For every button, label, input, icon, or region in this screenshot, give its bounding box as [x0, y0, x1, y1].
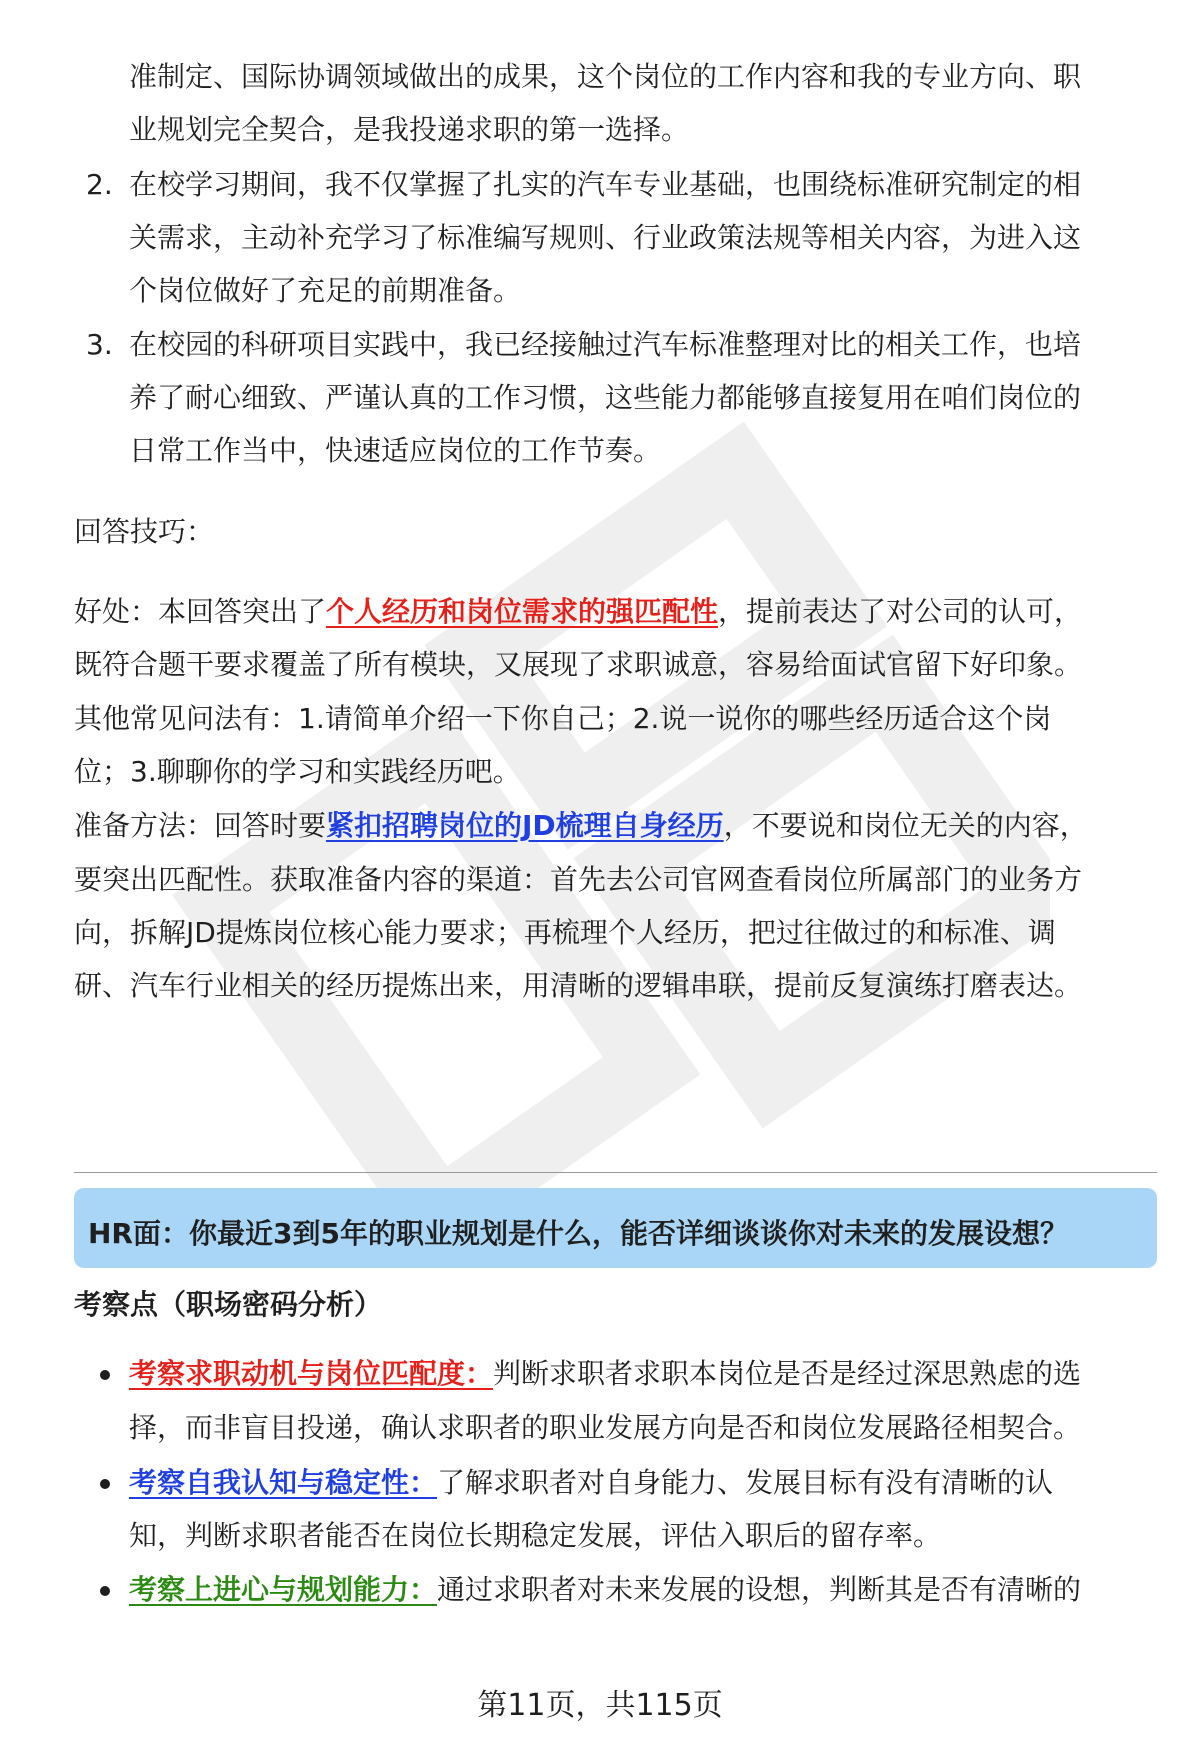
prep-prefix: 准备方法：回答时要: [74, 809, 327, 842]
other-questions-line: 位；3.聊聊你的学习和实践经历吧。: [74, 755, 521, 788]
prep-highlight: 紧扣招聘岗位的JD梳理自身经历: [326, 809, 724, 842]
list-item-line: 养了耐心细致、严谨认真的工作习惯，这些能力都能够直接复用在咱们岗位的: [129, 381, 1082, 414]
bullet-dot: [100, 1479, 110, 1489]
list-number: 3.: [86, 328, 113, 361]
question-title: HR面：你最近3到5年的职业规划是什么，能否详细谈谈你对未来的发展设想？: [88, 1217, 1068, 1250]
bullet-line: [129, 1573, 1082, 1606]
bullet-line: [129, 1466, 1054, 1499]
list-number: 2.: [86, 168, 113, 201]
benefit-suffix: ，提前表达了对公司的认可，: [718, 595, 1083, 628]
list-item-line: 关需求，主动补充学习了标准编写规则、行业政策法规等相关内容，为进入这: [129, 221, 1082, 254]
bullet-line: 知，判断求职者能否在岗位长期稳定发展，评估入职后的留存率。: [129, 1519, 942, 1552]
bullet-dot: [100, 1370, 110, 1380]
benefit-highlight: 个人经历和岗位需求的强匹配性: [326, 595, 719, 628]
list-item-line: 个岗位做好了充足的前期准备。: [129, 274, 522, 307]
bullet-line: 择，而非盲目投递，确认求职者的职业发展方向是否和岗位发展路径相契合。: [129, 1411, 1082, 1444]
bullet-text: 判断求职者求职本岗位是否是经过深思熟虑的选: [493, 1357, 1082, 1390]
benefit-line-2: 既符合题干要求覆盖了所有模块，又展现了求职诚意，容易给面试官留下好印象。: [74, 648, 1083, 681]
question-banner: [74, 1188, 1157, 1268]
benefit-prefix: 好处：本回答突出了: [74, 595, 327, 628]
tips-heading: 回答技巧：: [74, 515, 215, 548]
page-number: 第11页，共115页: [477, 1688, 723, 1723]
prep-line: 向，拆解JD提炼岗位核心能力要求；再梳理个人经历，把过往做过的和标准、调: [74, 916, 1056, 949]
bullet-label: 考察自我认知与稳定性：: [129, 1466, 438, 1499]
bullet-label: 考察求职动机与岗位匹配度：: [129, 1357, 494, 1390]
other-questions-line: 其他常见问法有：1.请简单介绍一下你自己；2.说一说你的哪些经历适合这个岗: [74, 702, 1052, 735]
list-item-line: 在校园的科研项目实践中，我已经接触过汽车标准整理对比的相关工作，也培: [129, 328, 1082, 361]
benefit-line: [74, 595, 1083, 628]
section-divider: [74, 1172, 1157, 1173]
paragraph-line: 业规划完全契合，是我投递求职的第一选择。: [129, 113, 690, 146]
prep-line: [74, 809, 1088, 842]
bullet-text: 了解求职者对自身能力、发展目标有没有清晰的认: [437, 1466, 1054, 1499]
bullet-line: [129, 1357, 1082, 1390]
bullet-dot: [100, 1586, 110, 1596]
list-item-line: 在校学习期间，我不仅掌握了扎实的汽车专业基础，也围绕标准研究制定的相: [129, 168, 1082, 201]
prep-suffix: ，不要说和岗位无关的内容，: [723, 809, 1088, 842]
bullet-label: 考察上进心与规划能力：: [129, 1573, 438, 1606]
analysis-heading: 考察点（职场密码分析）: [74, 1288, 383, 1321]
prep-line: 要突出匹配性。获取准备内容的渠道：首先去公司官网查看岗位所属部门的业务方: [74, 863, 1083, 896]
prep-line: 研、汽车行业相关的经历提炼出来，用清晰的逻辑串联，提前反复演练打磨表达。: [74, 969, 1083, 1002]
bullet-text: 通过求职者对未来发展的设想，判断其是否有清晰的: [437, 1573, 1082, 1606]
paragraph-line: 准制定、国际协调领域做出的成果，这个岗位的工作内容和我的专业方向、职: [129, 60, 1082, 93]
list-item-line: 日常工作当中，快速适应岗位的工作节奏。: [129, 434, 662, 467]
